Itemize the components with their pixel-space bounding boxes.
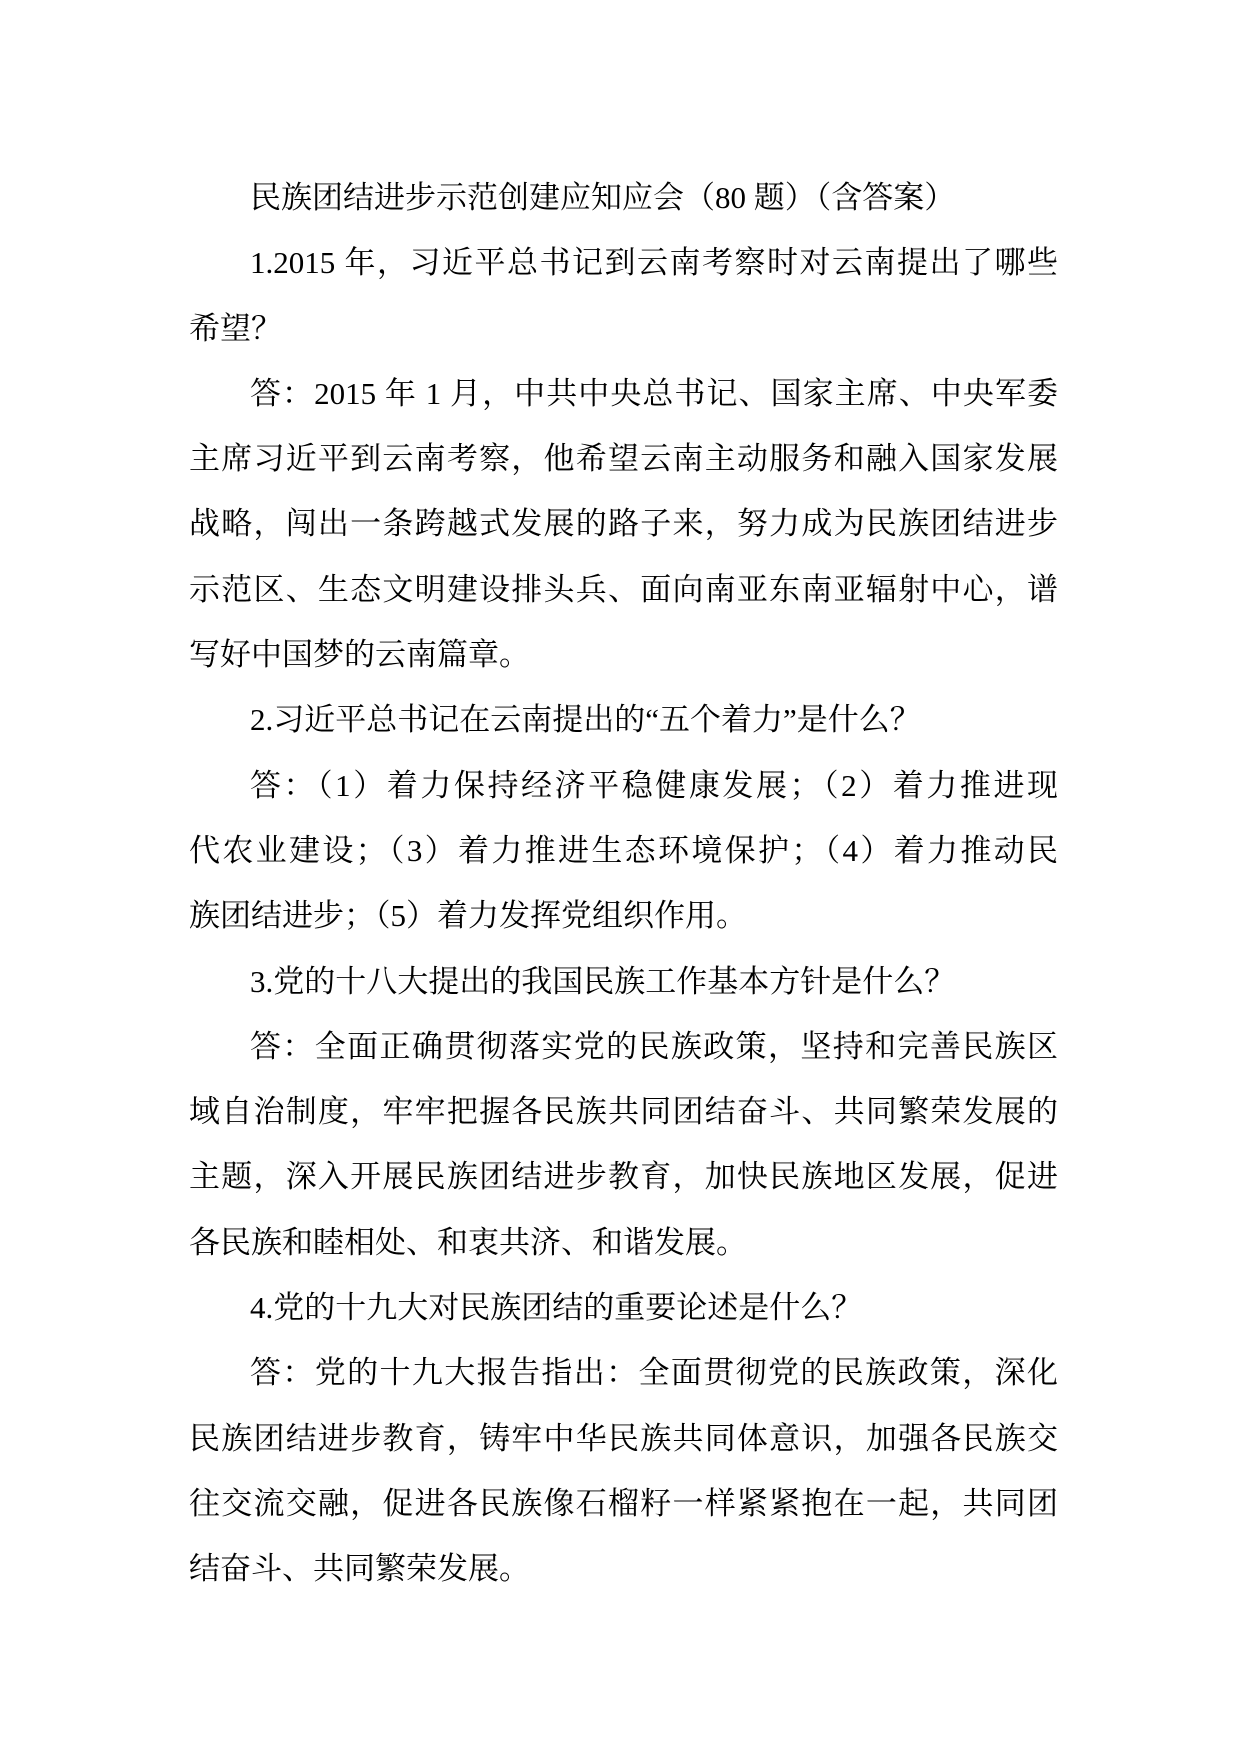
question-2-line: 2.习近平总书记在云南提出的“五个着力”是什么？ xyxy=(250,702,921,738)
answer-2-line: 答：（1）着力保持经济平稳健康发展；（2）着力推进现 xyxy=(250,767,1058,803)
answer-4-line: 答：党的十九大报告指出：全面贯彻党的民族政策，深化 xyxy=(250,1355,1058,1391)
answer-1-line: 写好中国梦的云南篇章。 xyxy=(189,637,530,673)
question-1-line: 1.2015 年，习近平总书记到云南考察时对云南提出了哪些 xyxy=(250,245,1058,281)
title-line: 民族团结进步示范创建应知应会（80 题）（含答案） xyxy=(250,180,956,215)
question-1 xyxy=(189,230,1058,361)
answer-2-line: 族团结进步；（5）着力发挥党组织作用。 xyxy=(189,898,747,934)
answer-3-line: 各民族和睦相处、和衷共济、和谐发展。 xyxy=(189,1224,747,1260)
question-1-line: 希望？ xyxy=(189,310,282,346)
answer-1-line: 主席习近平到云南考察，他希望云南主动服务和融入国家发展 xyxy=(189,441,1058,477)
question-3-line: 3.党的十八大提出的我国民族工作基本方针是什么？ xyxy=(250,963,956,999)
question-3 xyxy=(189,949,1058,1014)
answer-3-line: 主题，深入开展民族团结进步教育，加快民族地区发展，促进 xyxy=(189,1159,1058,1195)
answer-1-line: 示范区、生态文明建设排头兵、面向南亚东南亚辐射中心，谱 xyxy=(189,571,1058,607)
answer-2-line: 代农业建设；（3）着力推进生态环境保护；（4）着力推动民 xyxy=(189,832,1058,868)
answer-1-line: 答：2015 年 1 月，中共中央总书记、国家主席、中央军委 xyxy=(250,375,1058,411)
question-4 xyxy=(189,1275,1058,1340)
answer-2 xyxy=(189,753,1058,949)
answer-4-line: 结奋斗、共同繁荣发展。 xyxy=(189,1551,530,1587)
answer-4 xyxy=(189,1340,1058,1601)
question-2 xyxy=(189,687,1058,752)
answer-3 xyxy=(189,1014,1058,1275)
document-body xyxy=(189,165,1058,1602)
answer-4-line: 往交流交融，促进各民族像石榴籽一样紧紧抱在一起，共同团 xyxy=(189,1485,1058,1521)
answer-3-line: 域自治制度，牢牢把握各民族共同团结奋斗、共同繁荣发展的 xyxy=(189,1094,1058,1130)
question-4-line: 4.党的十九大对民族团结的重要论述是什么？ xyxy=(250,1290,863,1326)
document-title xyxy=(189,165,1058,230)
answer-3-line: 答：全面正确贯彻落实党的民族政策，坚持和完善民族区 xyxy=(250,1028,1058,1064)
answer-1 xyxy=(189,361,1058,687)
answer-4-line: 民族团结进步教育，铸牢中华民族共同体意识，加强各民族交 xyxy=(189,1420,1058,1456)
answer-1-line: 战略，闯出一条跨越式发展的路子来，努力成为民族团结进步 xyxy=(189,506,1058,542)
